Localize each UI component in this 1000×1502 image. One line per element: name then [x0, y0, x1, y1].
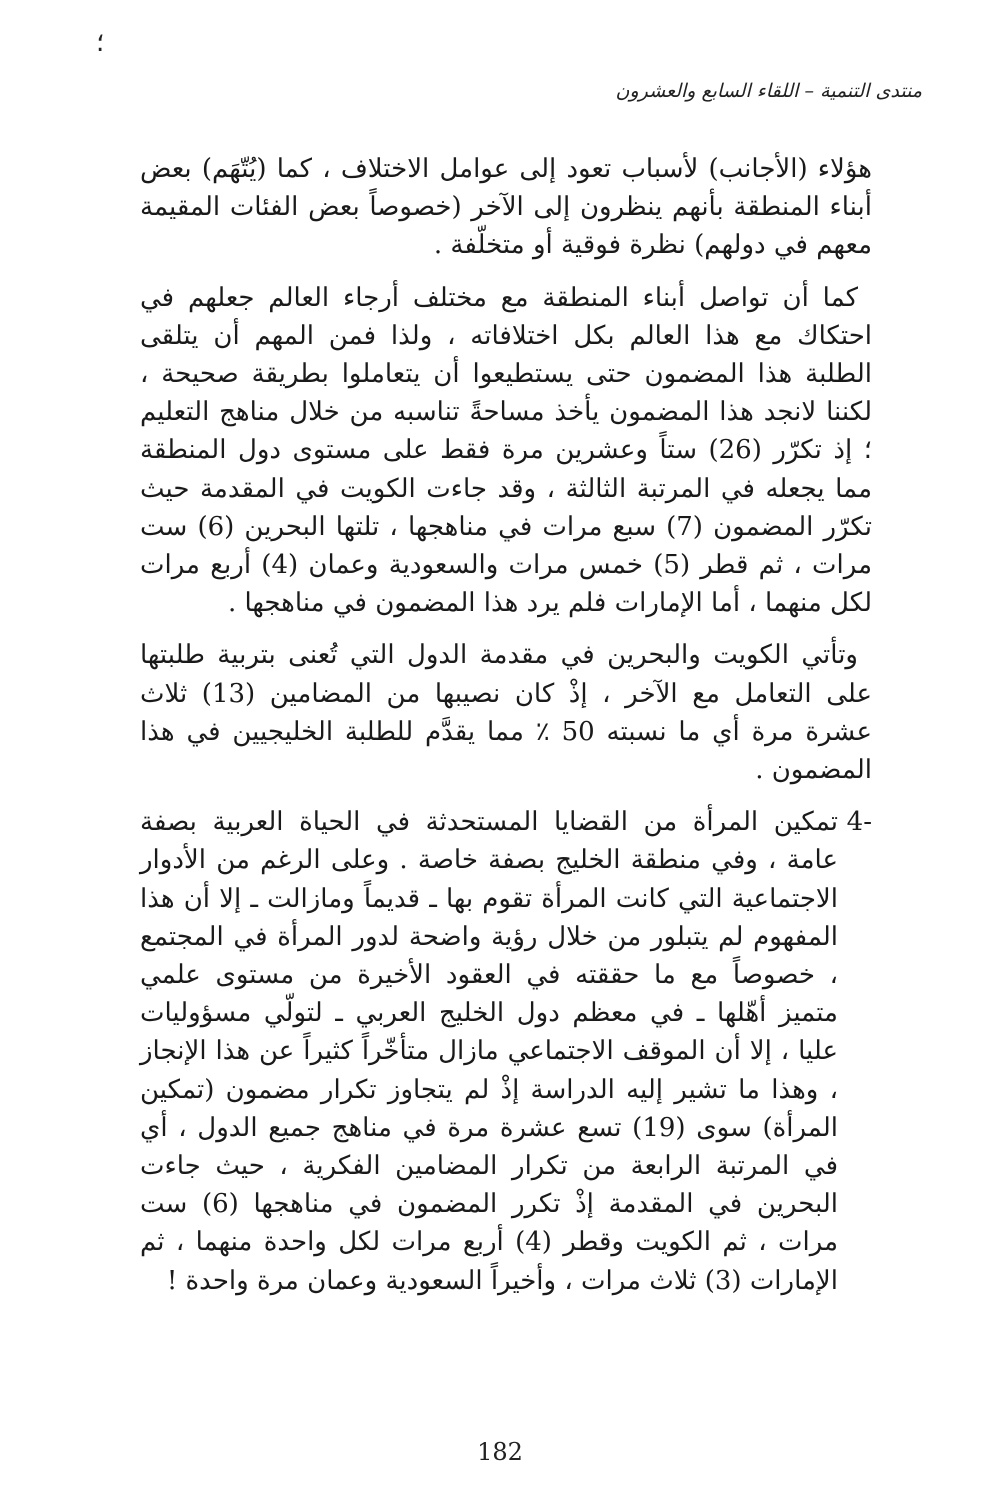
paragraph-3: وتأتي الكويت والبحرين في مقدمة الدول التي تُعنى بتربية طلبتها على التعامل مع الآخر ، إذْ كان نصيبها من المضامين (13) ثلاث عشرة مرة أي ما نسبته 50 ٪ مما يقدَّم للطلبة الخليجيين في هذا المضمون .	[140, 640, 872, 786]
page-number: 182	[477, 1438, 523, 1466]
body-text	[140, 150, 872, 1314]
corner-mark: ؛	[96, 28, 105, 58]
paragraph-2: كما أن تواصل أبناء المنطقة مع مختلف أرجاء العالم جعلهم في احتكاك مع هذا العالم بكل اختلافاته ، ولذا فمن المهم أن يتلقى الطلبة هذا المضمون حتى يستطيعوا أن يتعاملوا بطريقة صحيحة ، لكننا لانجد هذا المضمون يأخذ مساحةً تناسبه من خلال مناهج التعليم ؛ إذ تكرّر (26) ستاً وعشرين مرة فقط على مستوى دول المنطقة مما يجعله في المرتبة الثالثة ، وقد جاءت الكويت في المقدمة حيث تكرّر المضمون (7) سبع مرات في مناهجها ، تلتها البحرين (6) ست مرات ، ثم قطر (5) خمس مرات والسعودية وعمان (4) أربع مرات لكل منهما ، أما الإمارات فلم يرد هذا المضمون في مناهجها .	[140, 282, 873, 619]
list-item-4	[140, 803, 872, 1300]
list-item-text: تمكين المرأة من القضايا المستحدثة في الحياة العربية بصفة عامة ، وفي منطقة الخليج بصفة خاصة . وعلى الرغم من الأدوار الاجتماعية التي كانت المرأة تقوم بها ـ قديماً ومازالت ـ إلا أن هذا المفهوم لم يتبلور من خلال رؤية واضحة لدور المرأة في المجتمع ، خصوصاً مع ما حققته في العقود الأخيرة من مستوى علمي متميز أهّلها ـ في معظم دول الخليج العربي ـ لتولّي مسؤوليات عليا ، إلا أن الموقف الاجتماعي مازال متأخّراً كثيراً عن هذا الإنجاز ، وهذا ما تشير إليه الدراسة إذْ لم يتجاوز تكرار مضمون (تمكين المرأة) سوى (19) تسع عشرة مرة في مناهج جميع الدول ، أي في المرتبة الرابعة من تكرار المضامين الفكرية ، حيث جاءت البحرين في المقدمة إذْ تكرر المضمون في مناهجها (6) ست مرات ، ثم الكويت وقطر (4) أربع مرات لكل واحدة منهما ، ثم الإمارات (3) ثلاث مرات ، وأخيراً السعودية وعمان مرة واحدة !	[140, 807, 838, 1296]
running-header: منتدى التنمية – اللقاء السابع والعشرون	[615, 80, 922, 102]
paragraph-1: هؤلاء (الأجانب) لأسباب تعود إلى عوامل الاختلاف ، كما (يُتّهَم) بعض أبناء المنطقة بأنهم ينظرون إلى الآخر (خصوصاً بعض الفئات المقيمة معهم في دولهم) نظرة فوقية أو متخلّفة .	[140, 154, 872, 261]
list-item-number: -4	[846, 807, 872, 838]
